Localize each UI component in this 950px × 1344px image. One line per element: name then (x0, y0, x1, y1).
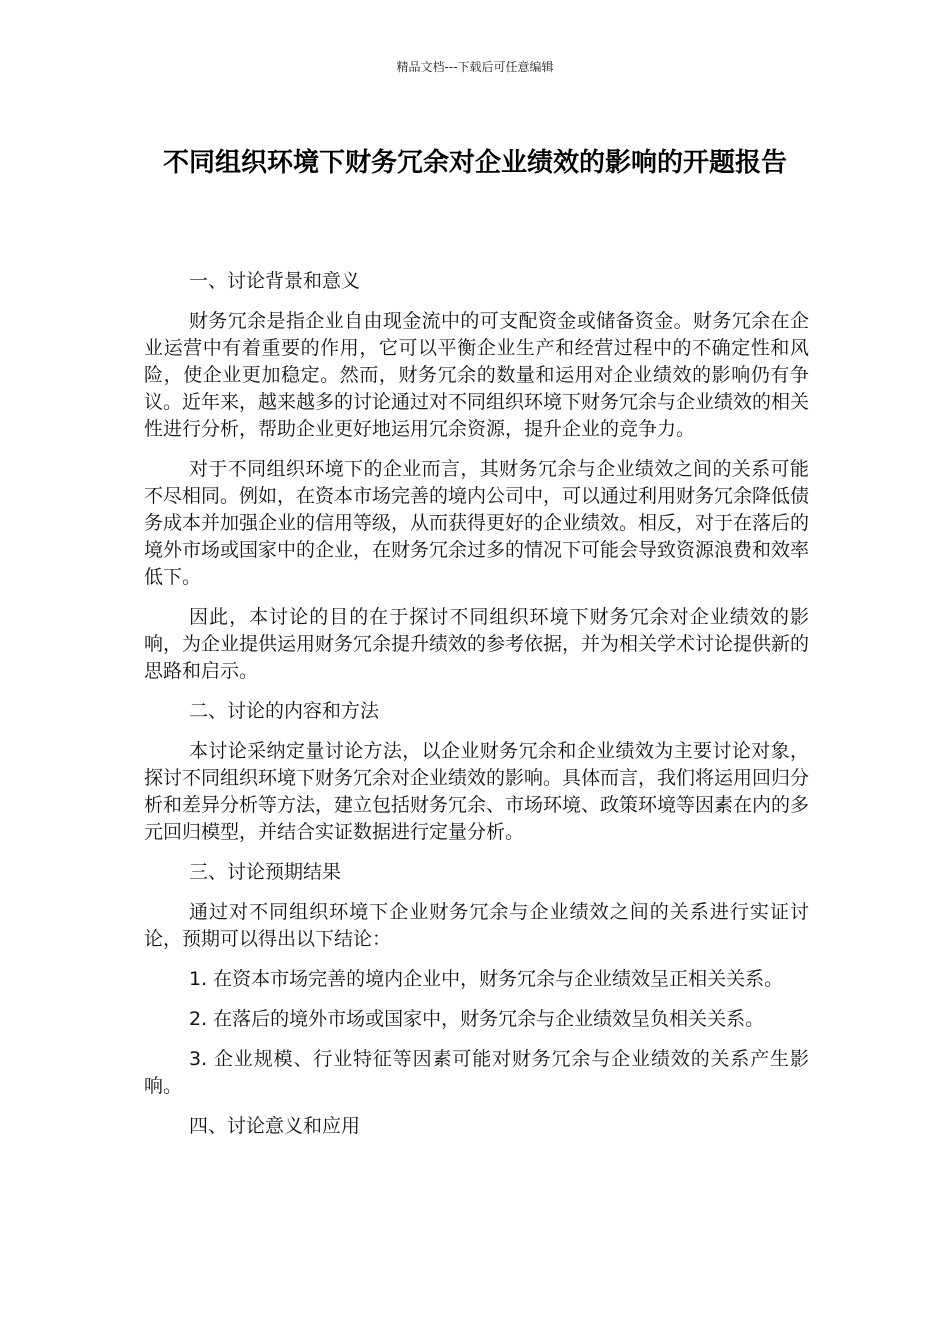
paragraph: 财务冗余是指企业自由现金流中的可支配资金或储备资金。财务冗余在企业运营中有着重要的作用，它可以平衡企业生产和经营过程中的不确定性和风险，使企业更加稳定。然而，财务冗余的数量和运用对企业绩效的影响仍有争议。近年来，越来越多的讨论通过对不同组织环境下财务冗余与企业绩效的相关性进行分析，帮助企业更好地运用冗余资源，提升企业的竞争力。 (144, 310, 810, 440)
section-heading-background: 一、讨论背景和意义 (189, 270, 361, 292)
list-item: 3. 企业规模、行业特征等因素可能对财务冗余与企业绩效的关系产生影响。 (144, 1048, 809, 1097)
section-heading-significance: 四、讨论意义和应用 (189, 1115, 361, 1137)
paragraph: 本讨论采纳定量讨论方法，以企业财务冗余和企业绩效为主要讨论对象，探讨不同组织环境下财务冗余对企业绩效的影响。具体而言，我们将运用回归分析和差异分析等方法，建立包括财务冗余、市场环境、政策环境等因素在内的多元回归模型，并结合实证数据进行定量分析。 (144, 740, 810, 843)
paragraph: 对于不同组织环境下的企业而言，其财务冗余与企业绩效之间的关系可能不尽相同。例如，在资本市场完善的境内公司中，可以通过利用财务冗余降低债务成本并加强企业的信用等级，从而获得更好的企业绩效。相反，对于在落后的境外市场或国家中的企业，在财务冗余过多的情况下可能会导致资源浪费和效率低下。 (144, 458, 810, 588)
section-heading-expected-results: 三、讨论预期结果 (189, 861, 342, 883)
paragraph: 通过对不同组织环境下企业财务冗余与企业绩效之间的关系进行实证讨论，预期可以得出以下结论： (144, 901, 809, 950)
header-note: 精品文档---下载后可任意编辑 (396, 60, 554, 74)
paragraph: 因此，本讨论的目的在于探讨不同组织环境下财务冗余对企业绩效的影响，为企业提供运用财务冗余提升绩效的参考依据，并为相关学术讨论提供新的思路和启示。 (144, 606, 810, 682)
document-body (144, 268, 809, 1153)
section-heading-content-method: 二、讨论的内容和方法 (189, 700, 380, 722)
list-item: 1. 在资本市场完善的境内企业中，财务冗余与企业绩效呈正相关关系。 (189, 968, 784, 990)
list-item: 2. 在落后的境外市场或国家中，财务冗余与企业绩效呈负相关关系。 (189, 1008, 765, 1030)
document-title: 不同组织环境下财务冗余对企业绩效的影响的开题报告 (162, 148, 787, 178)
